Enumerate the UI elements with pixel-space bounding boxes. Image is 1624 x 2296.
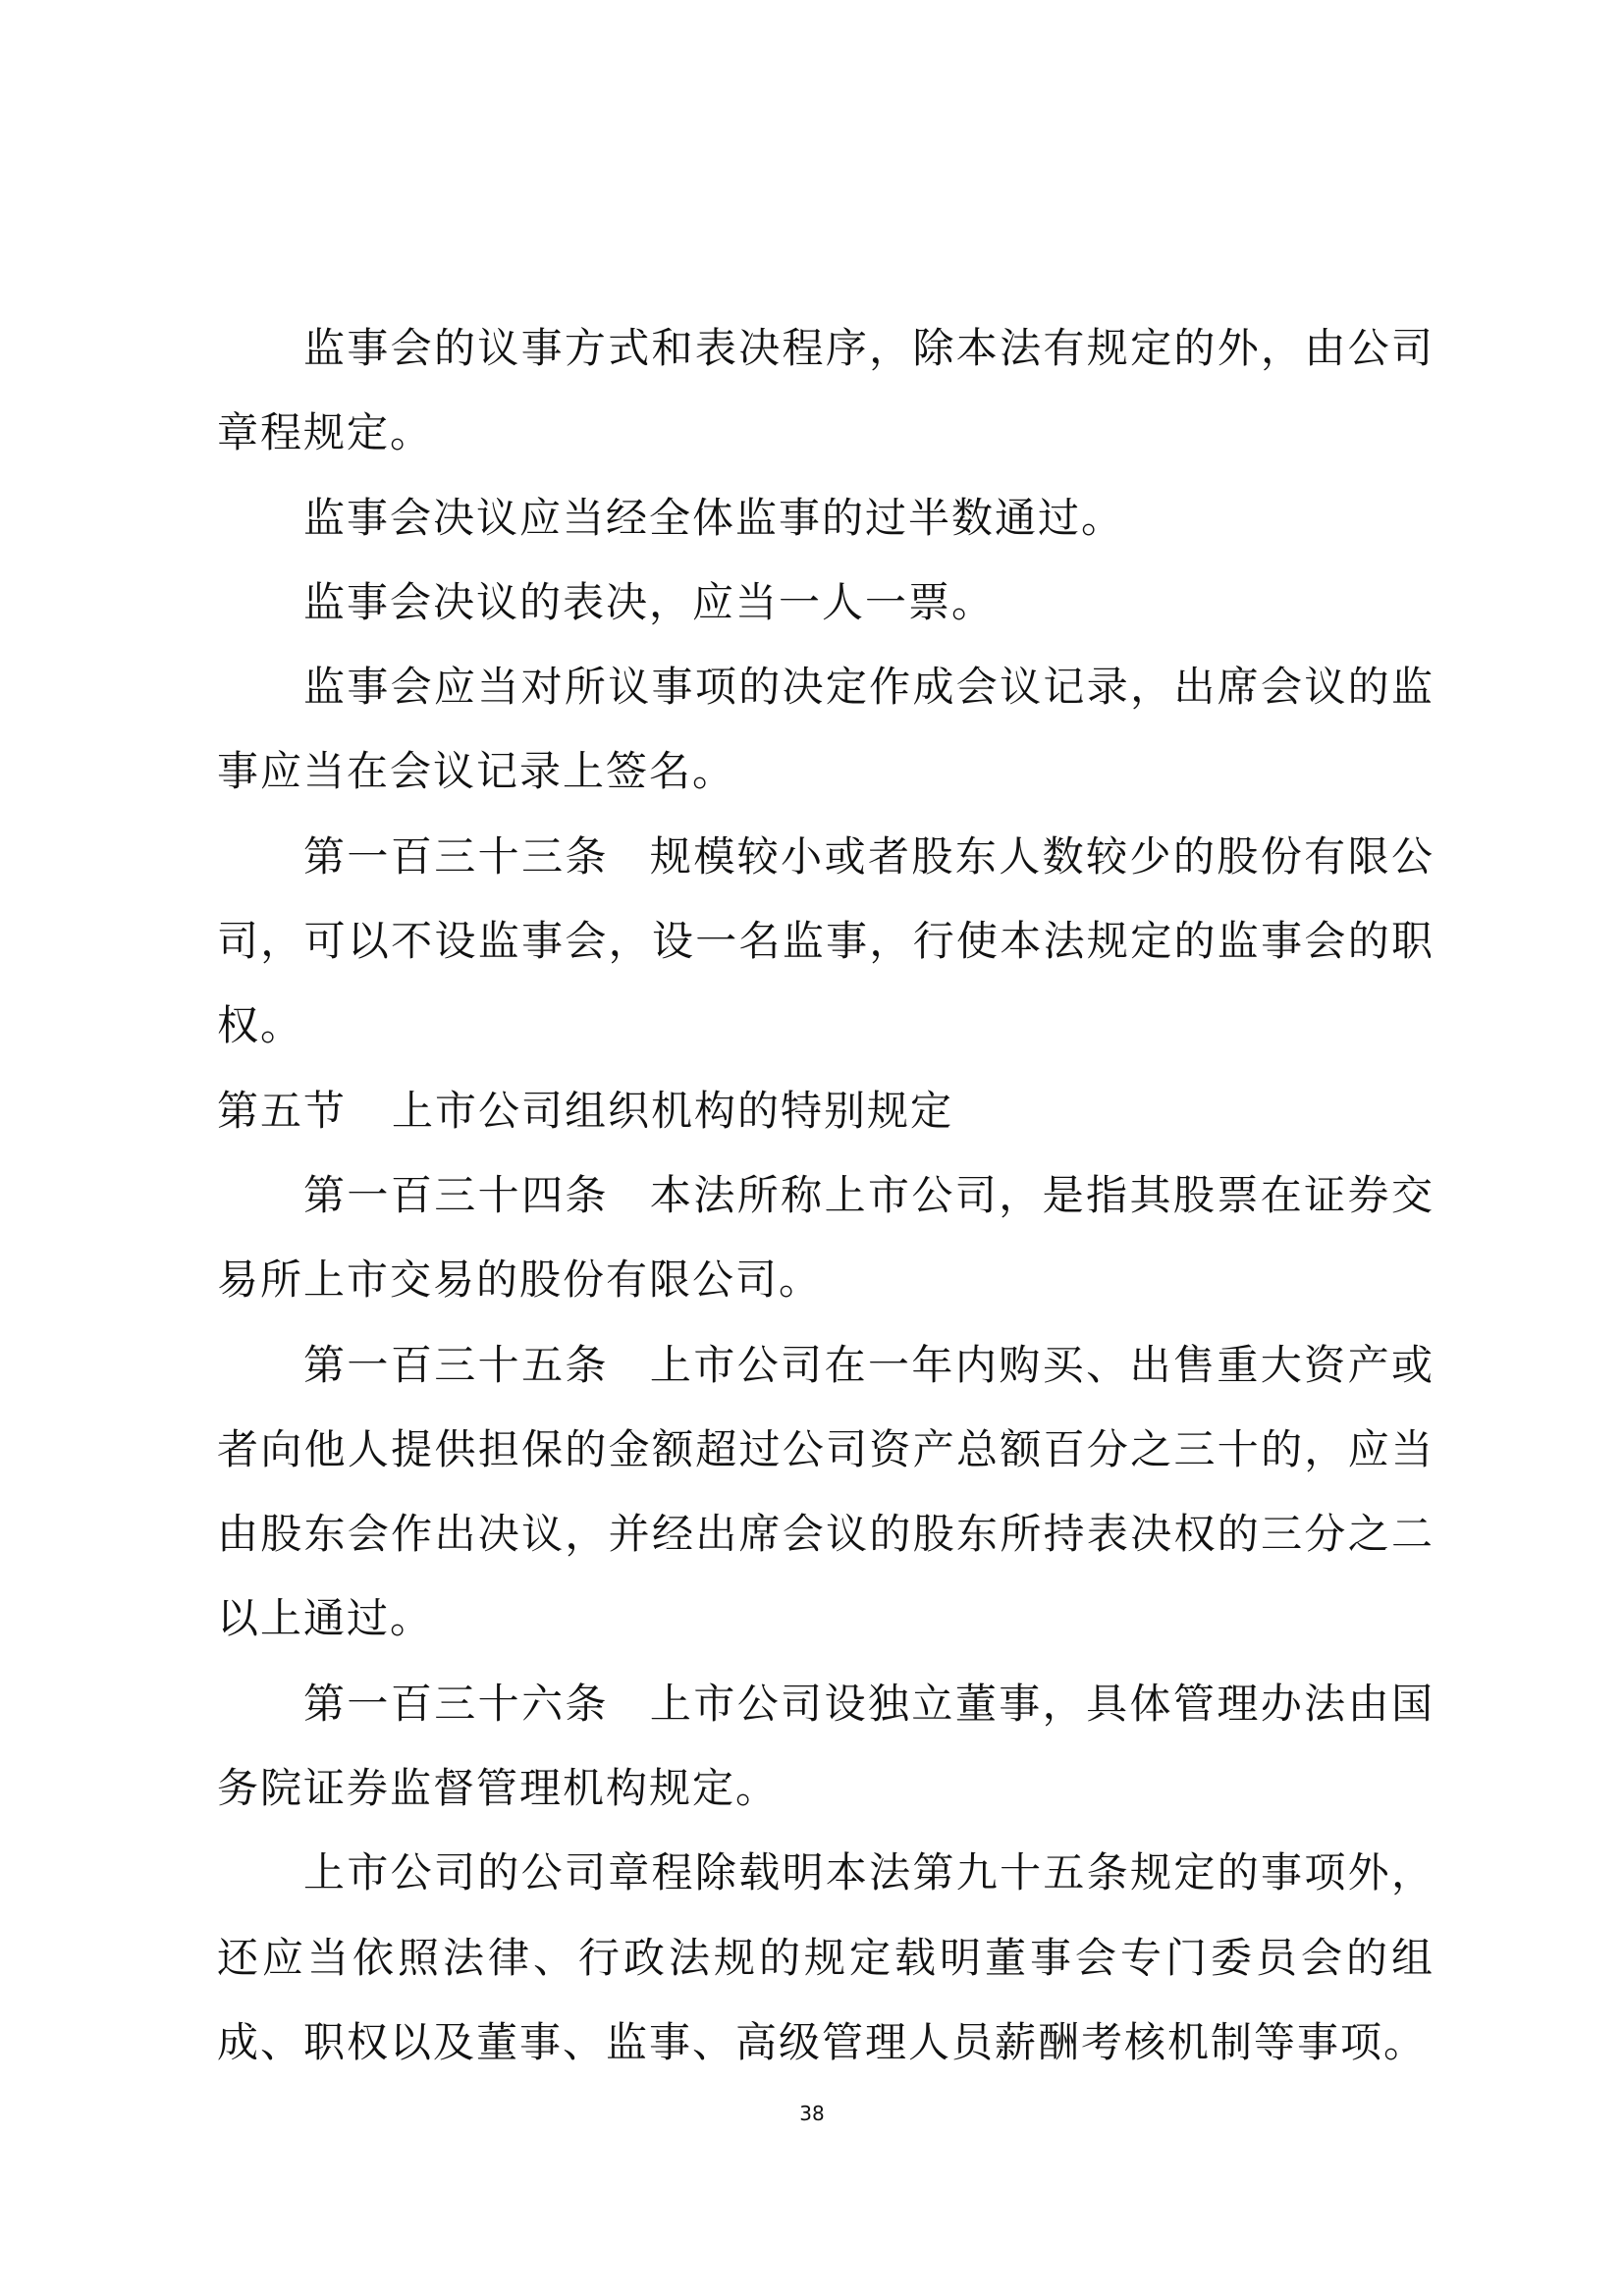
article-134 (217, 1153, 1435, 1323)
article-number: 第一百三十四条 (303, 1170, 609, 1219)
paragraph (217, 476, 1435, 561)
paragraph-text: 规模较小或者股东人数较少的股份有限公司，可以不设监事会，设一名监事，行使本法规定的监事会的职权。 (217, 831, 1435, 1050)
article-number: 第一百三十三条 (303, 831, 609, 881)
paragraph-text: 上市公司的公司章程除载明本法第九十五条规定的事项外，还应当依照法律、行政法规的规定载明董事会专门委员会的组成、职权以及董事、监事、高级管理人员薪酬考核机制等事项。 (217, 1848, 1435, 2066)
section-title: 上市公司组织机构的特别规定 (392, 1086, 954, 1135)
paragraph (217, 306, 1435, 476)
article-136 (217, 1662, 1435, 1832)
paragraph-text: 监事会决议的表决，应当一人一票。 (303, 577, 996, 626)
paragraph-text: 本法所称上市公司，是指其股票在证券交易所上市交易的股份有限公司。 (217, 1170, 1435, 1305)
body-text (217, 306, 1435, 2085)
article-number: 第一百三十五条 (303, 1340, 609, 1389)
paragraph-text: 上市公司设独立董事，具体管理办法由国务院证券监督管理机构规定。 (217, 1679, 1435, 1813)
section-heading (217, 1069, 1435, 1153)
paragraph-text: 监事会决议应当经全体监事的过半数通过。 (303, 493, 1125, 542)
paragraph-text: 监事会的议事方式和表决程序，除本法有规定的外，由公司章程规定。 (217, 324, 1435, 457)
paragraph (217, 645, 1435, 815)
paragraph-text: 上市公司在一年内购买、出售重大资产或者向他人提供担保的金额超过公司资产总额百分之三十的，应当由股东会作出决议，并经出席会议的股东所持表决权的三分之二以上通过。 (217, 1340, 1435, 1643)
paragraph-text: 监事会应当对所议事项的决定作成会议记录，出席会议的监事应当在会议记录上签名。 (217, 663, 1435, 796)
article-133 (217, 815, 1435, 1069)
page-number: 38 (799, 2102, 825, 2125)
section-number: 第五节 (217, 1086, 348, 1135)
article-135 (217, 1323, 1435, 1662)
paragraph (217, 1831, 1435, 2085)
paragraph (217, 561, 1435, 645)
article-number: 第一百三十六条 (303, 1679, 609, 1728)
